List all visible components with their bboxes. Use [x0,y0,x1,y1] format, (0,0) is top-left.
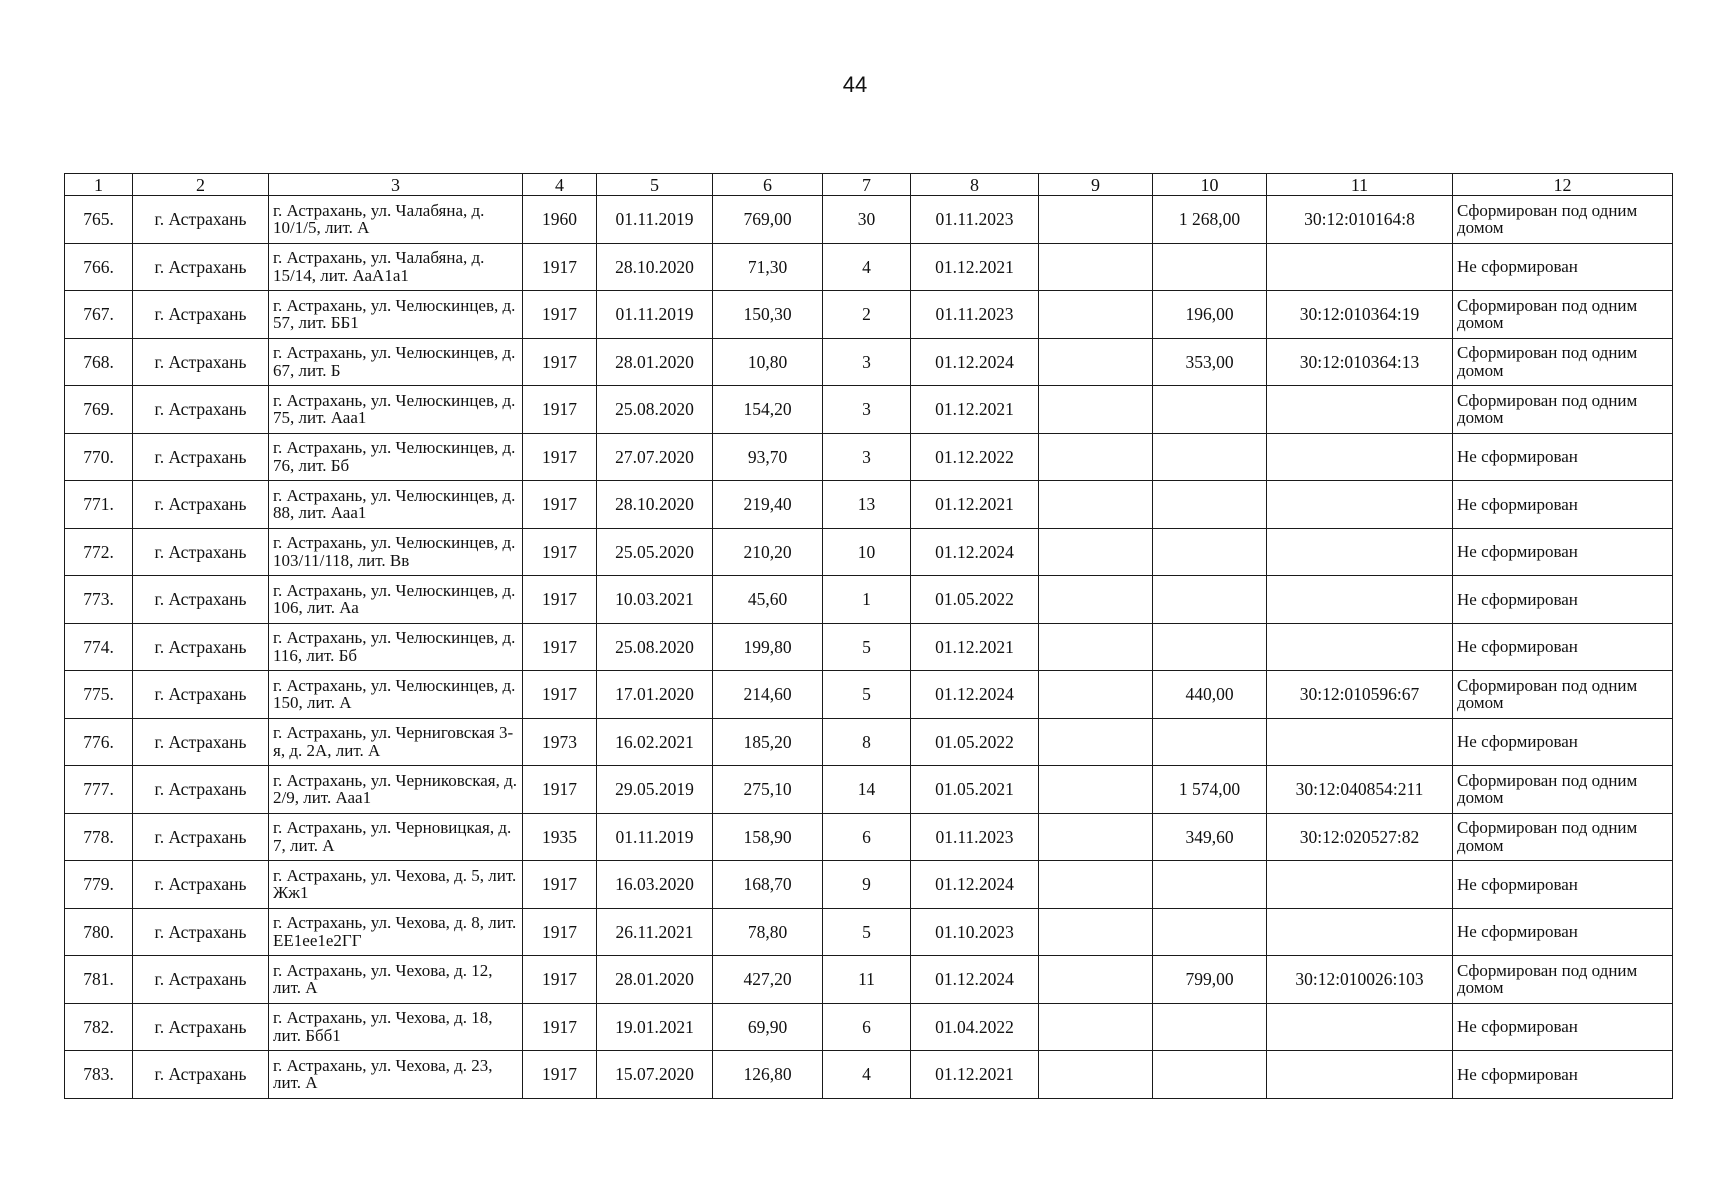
date-cell: 01.11.2019 [597,813,713,861]
row-number-cell: 765. [65,196,133,244]
date-cell: 15.07.2020 [597,1051,713,1099]
date-cell: 01.12.2024 [911,671,1039,719]
empty-cell [1039,718,1153,766]
date-cell: 01.12.2021 [911,386,1039,434]
land-area-cell [1153,908,1267,956]
row-number-cell: 768. [65,338,133,386]
land-area-cell [1153,1003,1267,1051]
land-area-cell: 799,00 [1153,956,1267,1004]
address-cell: г. Астрахань, ул. Челюскинцев, д. 103/11/118, лит. Вв [269,528,523,576]
land-area-cell [1153,623,1267,671]
column-header: 1 [65,174,133,196]
land-status-cell: Не сформирован [1453,908,1673,956]
cadastral-number-cell [1267,481,1453,529]
count-cell: 13 [823,481,911,529]
cadastral-number-cell [1267,908,1453,956]
cadastral-number-cell: 30:12:010164:8 [1267,196,1453,244]
year-cell: 1917 [523,1003,597,1051]
year-cell: 1917 [523,908,597,956]
date-cell: 16.03.2020 [597,861,713,909]
address-cell: г. Астрахань, ул. Чалабяна, д. 10/1/5, лит. А [269,196,523,244]
date-cell: 01.12.2024 [911,956,1039,1004]
empty-cell [1039,671,1153,719]
date-cell: 01.11.2023 [911,196,1039,244]
date-cell: 25.05.2020 [597,528,713,576]
table-row [65,243,1673,291]
column-header: 7 [823,174,911,196]
empty-cell [1039,1003,1153,1051]
area-cell: 69,90 [713,1003,823,1051]
column-header: 11 [1267,174,1453,196]
date-cell: 01.11.2019 [597,196,713,244]
date-cell: 29.05.2019 [597,766,713,814]
table-row [65,291,1673,339]
address-cell: г. Астрахань, ул. Челюскинцев, д. 88, лит. Ааа1 [269,481,523,529]
area-cell: 427,20 [713,956,823,1004]
table-row [65,766,1673,814]
city-cell: г. Астрахань [133,528,269,576]
date-cell: 26.11.2021 [597,908,713,956]
empty-cell [1039,623,1153,671]
address-cell: г. Астрахань, ул. Чехова, д. 18, лит. Ббб1 [269,1003,523,1051]
area-cell: 185,20 [713,718,823,766]
address-cell: г. Астрахань, ул. Челюскинцев, д. 116, лит. Бб [269,623,523,671]
address-cell: г. Астрахань, ул. Чехова, д. 12, лит. А [269,956,523,1004]
land-status-cell: Сформирован под одним домом [1453,338,1673,386]
cadastral-number-cell: 30:12:010364:13 [1267,338,1453,386]
address-cell: г. Астрахань, ул. Черниковская, д. 2/9, лит. Ааа1 [269,766,523,814]
land-area-cell [1153,718,1267,766]
address-cell: г. Астрахань, ул. Челюскинцев, д. 106, лит. Аа [269,576,523,624]
city-cell: г. Астрахань [133,433,269,481]
land-status-cell: Не сформирован [1453,576,1673,624]
address-cell: г. Астрахань, ул. Чалабяна, д. 15/14, лит. АаА1а1 [269,243,523,291]
date-cell: 28.10.2020 [597,481,713,529]
area-cell: 45,60 [713,576,823,624]
date-cell: 28.01.2020 [597,338,713,386]
city-cell: г. Астрахань [133,861,269,909]
date-cell: 01.04.2022 [911,1003,1039,1051]
empty-cell [1039,243,1153,291]
year-cell: 1917 [523,243,597,291]
empty-cell [1039,481,1153,529]
year-cell: 1960 [523,196,597,244]
area-cell: 126,80 [713,1051,823,1099]
date-cell: 01.12.2021 [911,1051,1039,1099]
land-status-cell: Сформирован под одним домом [1453,813,1673,861]
land-status-cell: Не сформирован [1453,861,1673,909]
year-cell: 1917 [523,481,597,529]
city-cell: г. Астрахань [133,1003,269,1051]
row-number-cell: 771. [65,481,133,529]
land-area-cell [1153,243,1267,291]
row-number-cell: 782. [65,1003,133,1051]
row-number-cell: 775. [65,671,133,719]
land-status-cell: Не сформирован [1453,481,1673,529]
area-cell: 168,70 [713,861,823,909]
date-cell: 01.12.2021 [911,481,1039,529]
date-cell: 28.10.2020 [597,243,713,291]
table-row [65,386,1673,434]
row-number-cell: 779. [65,861,133,909]
column-header: 10 [1153,174,1267,196]
empty-cell [1039,386,1153,434]
cadastral-number-cell: 30:12:020527:82 [1267,813,1453,861]
column-header: 4 [523,174,597,196]
year-cell: 1935 [523,813,597,861]
city-cell: г. Астрахань [133,243,269,291]
land-area-cell [1153,386,1267,434]
cadastral-number-cell [1267,243,1453,291]
table-row [65,433,1673,481]
empty-cell [1039,908,1153,956]
address-cell: г. Астрахань, ул. Черновицкая, д. 7, лит. А [269,813,523,861]
address-cell: г. Астрахань, ул. Челюскинцев, д. 57, лит. ББ1 [269,291,523,339]
table-row [65,861,1673,909]
address-cell: г. Астрахань, ул. Челюскинцев, д. 67, лит. Б [269,338,523,386]
land-area-cell: 353,00 [1153,338,1267,386]
table-row [65,1051,1673,1099]
area-cell: 78,80 [713,908,823,956]
cadastral-number-cell: 30:12:010364:19 [1267,291,1453,339]
empty-cell [1039,528,1153,576]
column-header: 5 [597,174,713,196]
city-cell: г. Астрахань [133,196,269,244]
table-body [65,196,1673,1099]
cadastral-number-cell [1267,528,1453,576]
date-cell: 01.10.2023 [911,908,1039,956]
row-number-cell: 783. [65,1051,133,1099]
city-cell: г. Астрахань [133,291,269,339]
date-cell: 25.08.2020 [597,623,713,671]
table-row [65,528,1673,576]
row-number-cell: 767. [65,291,133,339]
area-cell: 214,60 [713,671,823,719]
land-area-cell: 349,60 [1153,813,1267,861]
cadastral-number-cell [1267,576,1453,624]
cadastral-number-cell: 30:12:010026:103 [1267,956,1453,1004]
count-cell: 4 [823,243,911,291]
land-status-cell: Сформирован под одним домом [1453,671,1673,719]
address-cell: г. Астрахань, ул. Челюскинцев, д. 150, лит. А [269,671,523,719]
empty-cell [1039,338,1153,386]
count-cell: 4 [823,1051,911,1099]
area-cell: 158,90 [713,813,823,861]
count-cell: 6 [823,813,911,861]
year-cell: 1917 [523,623,597,671]
table-row [65,338,1673,386]
count-cell: 1 [823,576,911,624]
column-header: 3 [269,174,523,196]
count-cell: 6 [823,1003,911,1051]
date-cell: 01.12.2021 [911,623,1039,671]
column-header: 8 [911,174,1039,196]
date-cell: 01.05.2022 [911,576,1039,624]
count-cell: 9 [823,861,911,909]
land-status-cell: Сформирован под одним домом [1453,766,1673,814]
column-header: 9 [1039,174,1153,196]
year-cell: 1917 [523,528,597,576]
address-cell: г. Астрахань, ул. Челюскинцев, д. 75, лит. Ааа1 [269,386,523,434]
date-cell: 27.07.2020 [597,433,713,481]
table-row [65,671,1673,719]
count-cell: 8 [823,718,911,766]
land-status-cell: Не сформирован [1453,1003,1673,1051]
area-cell: 199,80 [713,623,823,671]
address-cell: г. Астрахань, ул. Челюскинцев, д. 76, лит. Бб [269,433,523,481]
count-cell: 11 [823,956,911,1004]
land-area-cell [1153,481,1267,529]
column-number-header-row [65,174,1673,196]
row-number-cell: 780. [65,908,133,956]
cadastral-number-cell [1267,1003,1453,1051]
year-cell: 1917 [523,766,597,814]
date-cell: 01.11.2019 [597,291,713,339]
land-status-cell: Сформирован под одним домом [1453,291,1673,339]
count-cell: 3 [823,338,911,386]
date-cell: 25.08.2020 [597,386,713,434]
address-cell: г. Астрахань, ул. Чехова, д. 5, лит. Жж1 [269,861,523,909]
table-row [65,196,1673,244]
empty-cell [1039,576,1153,624]
cadastral-number-cell [1267,386,1453,434]
land-area-cell [1153,1051,1267,1099]
land-area-cell: 1 268,00 [1153,196,1267,244]
row-number-cell: 778. [65,813,133,861]
area-cell: 275,10 [713,766,823,814]
empty-cell [1039,956,1153,1004]
year-cell: 1973 [523,718,597,766]
row-number-cell: 777. [65,766,133,814]
table-row [65,956,1673,1004]
city-cell: г. Астрахань [133,338,269,386]
table-row [65,1003,1673,1051]
land-area-cell: 440,00 [1153,671,1267,719]
address-cell: г. Астрахань, ул. Черниговская 3-я, д. 2А, лит. А [269,718,523,766]
count-cell: 30 [823,196,911,244]
city-cell: г. Астрахань [133,813,269,861]
area-cell: 219,40 [713,481,823,529]
land-status-cell: Сформирован под одним домом [1453,386,1673,434]
row-number-cell: 766. [65,243,133,291]
empty-cell [1039,861,1153,909]
housing-registry-table [64,173,1673,1099]
city-cell: г. Астрахань [133,623,269,671]
date-cell: 01.05.2022 [911,718,1039,766]
city-cell: г. Астрахань [133,386,269,434]
date-cell: 28.01.2020 [597,956,713,1004]
count-cell: 3 [823,433,911,481]
land-status-cell: Не сформирован [1453,1051,1673,1099]
area-cell: 10,80 [713,338,823,386]
count-cell: 14 [823,766,911,814]
cadastral-number-cell [1267,433,1453,481]
address-cell: г. Астрахань, ул. Чехова, д. 8, лит. ЕЕ1ее1е2ГГ [269,908,523,956]
area-cell: 769,00 [713,196,823,244]
city-cell: г. Астрахань [133,1051,269,1099]
empty-cell [1039,291,1153,339]
row-number-cell: 773. [65,576,133,624]
land-area-cell: 1 574,00 [1153,766,1267,814]
area-cell: 93,70 [713,433,823,481]
area-cell: 210,20 [713,528,823,576]
area-cell: 71,30 [713,243,823,291]
empty-cell [1039,196,1153,244]
count-cell: 10 [823,528,911,576]
cadastral-number-cell [1267,623,1453,671]
land-status-cell: Сформирован под одним домом [1453,956,1673,1004]
empty-cell [1039,433,1153,481]
empty-cell [1039,766,1153,814]
land-status-cell: Не сформирован [1453,243,1673,291]
cadastral-number-cell [1267,1051,1453,1099]
count-cell: 2 [823,291,911,339]
date-cell: 01.12.2022 [911,433,1039,481]
date-cell: 01.05.2021 [911,766,1039,814]
land-status-cell: Сформирован под одним домом [1453,196,1673,244]
year-cell: 1917 [523,338,597,386]
cadastral-number-cell: 30:12:040854:211 [1267,766,1453,814]
count-cell: 5 [823,671,911,719]
date-cell: 16.02.2021 [597,718,713,766]
row-number-cell: 781. [65,956,133,1004]
table-row [65,813,1673,861]
date-cell: 01.12.2024 [911,338,1039,386]
date-cell: 01.12.2024 [911,528,1039,576]
table-row [65,576,1673,624]
column-header: 12 [1453,174,1673,196]
land-status-cell: Не сформирован [1453,433,1673,481]
city-cell: г. Астрахань [133,956,269,1004]
city-cell: г. Астрахань [133,908,269,956]
table-row [65,481,1673,529]
empty-cell [1039,1051,1153,1099]
count-cell: 3 [823,386,911,434]
city-cell: г. Астрахань [133,481,269,529]
address-cell: г. Астрахань, ул. Чехова, д. 23, лит. А [269,1051,523,1099]
land-status-cell: Не сформирован [1453,528,1673,576]
column-header: 2 [133,174,269,196]
empty-cell [1039,813,1153,861]
table-row [65,623,1673,671]
land-status-cell: Не сформирован [1453,623,1673,671]
city-cell: г. Астрахань [133,718,269,766]
year-cell: 1917 [523,386,597,434]
area-cell: 154,20 [713,386,823,434]
year-cell: 1917 [523,291,597,339]
date-cell: 01.12.2024 [911,861,1039,909]
land-area-cell [1153,433,1267,481]
land-area-cell [1153,861,1267,909]
row-number-cell: 776. [65,718,133,766]
land-status-cell: Не сформирован [1453,718,1673,766]
year-cell: 1917 [523,956,597,1004]
page-number: 44 [842,72,868,97]
date-cell: 01.12.2021 [911,243,1039,291]
row-number-cell: 772. [65,528,133,576]
cadastral-number-cell [1267,718,1453,766]
land-area-cell [1153,528,1267,576]
cadastral-number-cell: 30:12:010596:67 [1267,671,1453,719]
year-cell: 1917 [523,861,597,909]
date-cell: 19.01.2021 [597,1003,713,1051]
year-cell: 1917 [523,1051,597,1099]
row-number-cell: 769. [65,386,133,434]
table-row [65,718,1673,766]
year-cell: 1917 [523,671,597,719]
year-cell: 1917 [523,576,597,624]
land-area-cell: 196,00 [1153,291,1267,339]
count-cell: 5 [823,623,911,671]
row-number-cell: 770. [65,433,133,481]
land-area-cell [1153,576,1267,624]
city-cell: г. Астрахань [133,576,269,624]
date-cell: 10.03.2021 [597,576,713,624]
row-number-cell: 774. [65,623,133,671]
date-cell: 01.11.2023 [911,813,1039,861]
table-row [65,908,1673,956]
city-cell: г. Астрахань [133,671,269,719]
date-cell: 17.01.2020 [597,671,713,719]
count-cell: 5 [823,908,911,956]
column-header: 6 [713,174,823,196]
area-cell: 150,30 [713,291,823,339]
cadastral-number-cell [1267,861,1453,909]
city-cell: г. Астрахань [133,766,269,814]
date-cell: 01.11.2023 [911,291,1039,339]
year-cell: 1917 [523,433,597,481]
